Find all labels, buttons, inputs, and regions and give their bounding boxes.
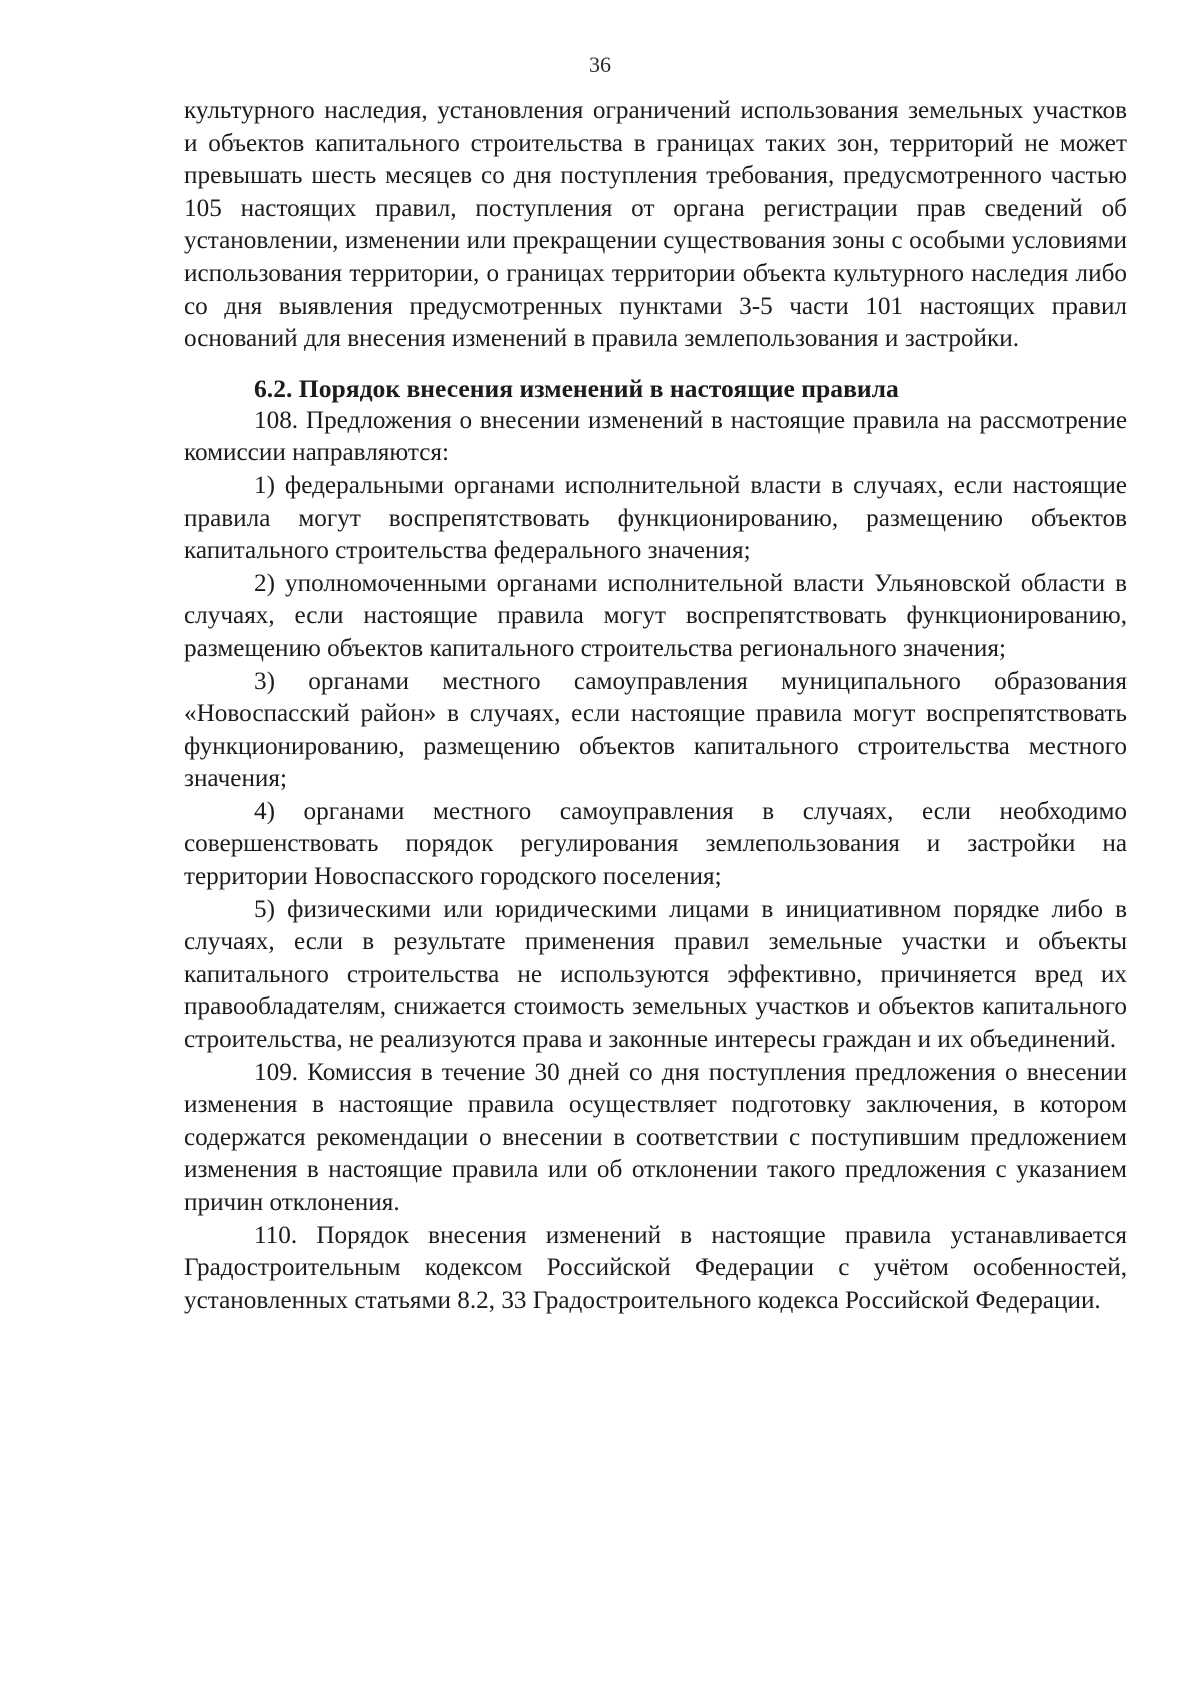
document-body: [184, 95, 1127, 1317]
paragraph-subitem-3: 3) органами местного самоуправления муниципального образования «Новоспасский район» в случаях, если настоящие правила могут воспрепятствовать функционированию, размещению объектов капитального строительства местного значения;: [184, 667, 1127, 793]
paragraph-item-110: 110. Порядок внесения изменений в настоящие правила устанавливается Градостроительным кодексом Российской Федерации с учётом особенностей, установленных статьями 8.2, 33 Градостроительного кодекса Российской Федерации.: [184, 1221, 1127, 1314]
paragraph-continuation: культурного наследия, установления ограничений использования земельных участков и объектов капитального строительства в границах таких зон, территорий не может превышать шесть месяцев со дня поступления требования, предусмотренного частью 105 настоящих правил, поступления от органа регистрации прав сведений об установлении, изменении или прекращении существования зоны с особыми условиями использования территории, о границах территории объекта культурного наследия либо со дня выявления предусмотренных пунктами 3-5 части 101 настоящих правил оснований для внесения изменений в правила землепользования и застройки.: [184, 97, 1127, 353]
paragraph-subitem-2: 2) уполномоченными органами исполнительной власти Ульяновской области в случаях, если настоящие правила могут воспрепятствовать функционированию, размещению объектов капитального строительства регионального значения;: [184, 569, 1127, 662]
page-number: 36: [589, 52, 611, 77]
paragraph-item-108: 108. Предложения о внесении изменений в настоящие правила на рассмотрение комиссии направляются:: [184, 406, 1127, 467]
paragraph-subitem-1: 1) федеральными органами исполнительной власти в случаях, если настоящие правила могут воспрепятствовать функционированию, размещению объектов капитального строительства федерального значения;: [184, 471, 1127, 565]
paragraph-subitem-5: 5) физическими или юридическими лицами в инициативном порядке либо в случаях, если в результате применения правил земельные участки и объекты капитального строительства не используются эффективно, причиняется вред их правообладателям, снижается стоимость земельных участков и объектов капитального строительства, не реализуются права и законные интересы граждан и их объединений.: [184, 895, 1127, 1054]
paragraph-item-109: 109. Комиссия в течение 30 дней со дня поступления предложения о внесении изменения в настоящие правила осуществляет подготовку заключения, в котором содержатся рекомендации о внесении в соответствии с поступившим предложением изменения в настоящие правила или об отклонении такого предложения с указанием причин отклонения.: [184, 1058, 1127, 1216]
section-heading: 6.2. Порядок внесения изменений в настоящие правила: [254, 373, 899, 403]
paragraph-subitem-4: 4) органами местного самоуправления в случаях, если необходимо совершенствовать порядок регулирования землепользования и застройки на территории Новоспасского городского поселения;: [184, 797, 1127, 891]
